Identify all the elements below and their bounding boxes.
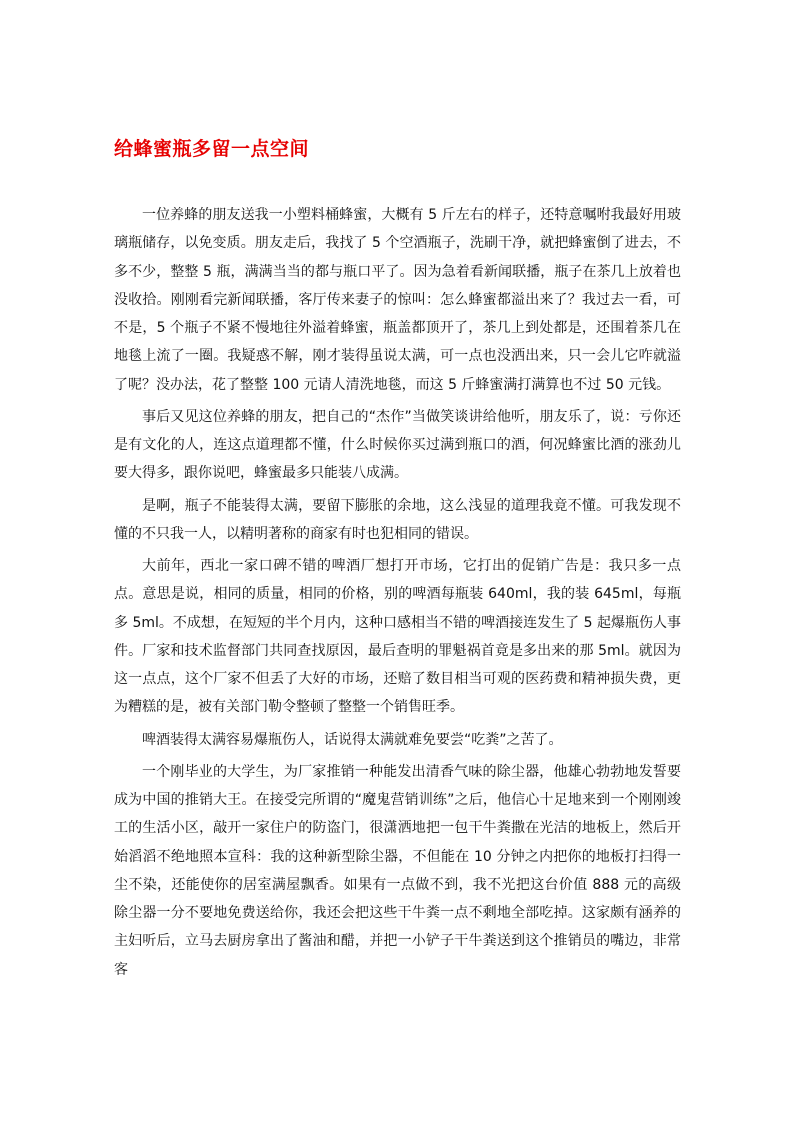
paragraph: 事后又见这位养蜂的朋友，把自己的“杰作”当做笑谈讲给他听，朋友乐了，说：亏你还是有文化的人，连这点道理都不懂，什么时候你买过满到瓶口的酒，何况蜂蜜比酒的涨劲儿要大得多，跟你说吧，蜂蜜最多只能装八成满。 [114, 408, 681, 482]
paragraph: 是啊，瓶子不能装得太满，要留下膨胀的余地，这么浅显的道理我竟不懂。可我发现不懂的不只我一人，以精明著称的商家有时也犯相同的错误。 [114, 497, 681, 542]
page-title: 给蜂蜜瓶多留一点空间 [114, 138, 310, 160]
article-body [114, 201, 681, 988]
paragraph: 一个刚毕业的大学生，为厂家推销一种能发出清香气味的除尘器，他雄心勃勃地发誓要成为中国的推销大王。在接受完所谓的“魔鬼营销训练”之后，他信心十足地来到一个刚刚竣工的生活小区，敲开一家住户的防盗门，很潇洒地把一包干牛粪撒在光洁的地板上，然后开始滔滔不绝地照本宣科：我的这种新型除尘器，不但能在 10 分钟之内把你的地板打扫得一尘不染，还能使你的居室满屋飘香。如果有一点做不到，我不光把这台价值 888 元的高级除尘器一分不要地免费送给你，我还会把这些干牛粪一点不剩地全部吃掉。这家颇有涵养的主妇听后，立马去厨房拿出了酱油和醋，并把一小铲子干牛粪送到这个推销员的嘴边，非常客 [114, 763, 681, 978]
paragraph: 大前年，西北一家口碑不错的啤酒厂想打开市场，它打出的促销广告是：我只多一点点。意思是说，相同的质量，相同的价格，别的啤酒每瓶装 640ml，我的装 645ml，每瓶多 5ml。不成想，在短短的半个月内，这种口感相当不错的啤酒接连发生了 5 起爆瓶伤人事件。厂家和技术监督部门共同查找原因，最后查明的罪魁祸首竟是多出来的那 5ml。就因为这一点点，这个厂家不但丢了大好的市场，还赔了数目相当可观的医药费和精神损失费，更为糟糕的是，被有关部门勒令整顿了整整一个销售旺季。 [114, 557, 681, 716]
paragraph: 啤酒装得太满容易爆瓶伤人，话说得太满就难免要尝“吃粪”之苦了。 [142, 731, 563, 748]
paragraph: 一位养蜂的朋友送我一小塑料桶蜂蜜，大概有 5 斤左右的样子，还特意嘱咐我最好用玻璃瓶储存，以免变质。朋友走后，我找了 5 个空酒瓶子，洗刷干净，就把蜂蜜倒了进去，不多不少，整整 5 瓶，满满当当的都与瓶口平了。因为急着看新闻联播，瓶子在茶几上放着也没收拾。刚刚看完新闻联播，客厅传来妻子的惊叫：怎么蜂蜜都溢出来了？我过去一看，可不是，5 个瓶子不紧不慢地往外溢着蜂蜜，瓶盖都顶开了，茶几上到处都是，还围着茶几在地毯上流了一圈。我疑惑不解，刚才装得虽说太满，可一点也没洒出来，只一会儿它咋就溢了呢？没办法，花了整整 100 元请人清洗地毯，而这 5 斤蜂蜜满打满算也不过 50 元钱。 [114, 207, 681, 393]
